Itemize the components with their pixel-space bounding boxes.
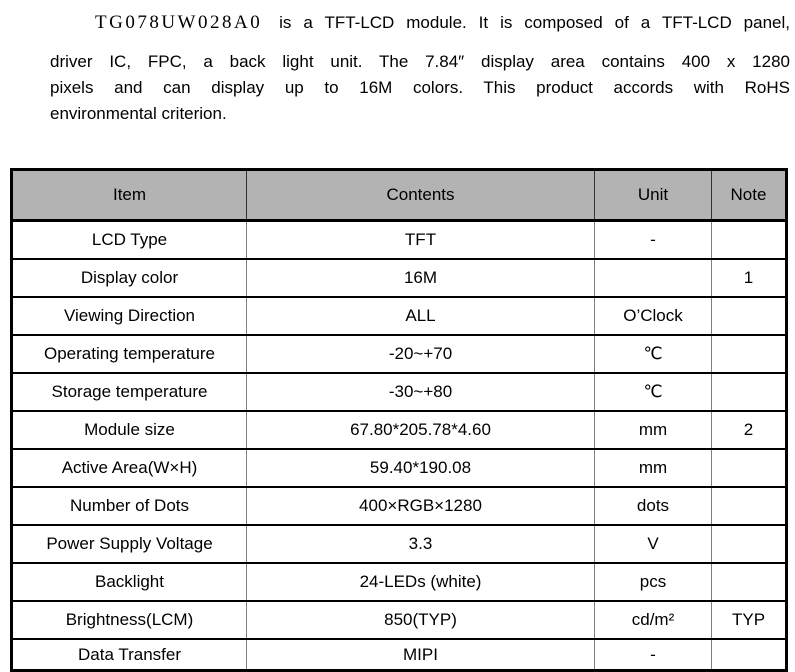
item-cell: Storage temperature [12, 373, 247, 411]
unit-cell: - [595, 221, 712, 260]
item-cell: LCD Type [12, 221, 247, 260]
item-cell: Operating temperature [12, 335, 247, 373]
item-cell: Viewing Direction [12, 297, 247, 335]
unit-cell: pcs [595, 563, 712, 601]
item-cell: Display color [12, 259, 247, 297]
note-cell [712, 563, 787, 601]
unit-cell [595, 259, 712, 297]
contents-cell: 16M [247, 259, 595, 297]
header-row [12, 170, 787, 221]
unit-cell: - [595, 639, 712, 671]
note-cell [712, 487, 787, 525]
spec-table-body [12, 221, 787, 671]
intro-line-1 [50, 10, 790, 36]
unit-cell: cd/m² [595, 601, 712, 639]
intro-line-4: environmental criterion. [50, 104, 227, 123]
note-cell [712, 449, 787, 487]
page [0, 10, 795, 664]
spec-table-header [12, 170, 787, 221]
unit-cell: mm [595, 411, 712, 449]
intro-line-3: pixels and can display up to 16M colors. This product accords with RoHS [50, 78, 790, 97]
note-cell [712, 525, 787, 563]
note-cell [712, 373, 787, 411]
table-row [12, 563, 787, 601]
intro-paragraph [50, 10, 790, 127]
note-cell [712, 639, 787, 671]
table-row [12, 411, 787, 449]
note-cell: TYP [712, 601, 787, 639]
item-cell: Data Transfer [12, 639, 247, 671]
table-row [12, 525, 787, 563]
contents-cell: 59.40*190.08 [247, 449, 595, 487]
table-row [12, 297, 787, 335]
unit-cell: O’Clock [595, 297, 712, 335]
contents-cell: 24-LEDs (white) [247, 563, 595, 601]
table-row [12, 335, 787, 373]
item-cell: Number of Dots [12, 487, 247, 525]
item-cell: Backlight [12, 563, 247, 601]
contents-cell: ALL [247, 297, 595, 335]
item-cell: Power Supply Voltage [12, 525, 247, 563]
note-cell: 2 [712, 411, 787, 449]
contents-cell: 67.80*205.78*4.60 [247, 411, 595, 449]
item-cell: Active Area(W×H) [12, 449, 247, 487]
intro-line-2: driver IC, FPC, a back light unit. The 7.84″ display area contains 400 x 1280 [50, 52, 790, 71]
contents-cell: 3.3 [247, 525, 595, 563]
spec-table [10, 168, 788, 672]
contents-cell: -30~+80 [247, 373, 595, 411]
item-cell: Brightness(LCM) [12, 601, 247, 639]
unit-cell: dots [595, 487, 712, 525]
contents-cell: -20~+70 [247, 335, 595, 373]
table-row [12, 259, 787, 297]
table-row [12, 373, 787, 411]
header-cell-unit: Unit [595, 170, 712, 221]
contents-cell: MIPI [247, 639, 595, 671]
table-row [12, 487, 787, 525]
note-cell: 1 [712, 259, 787, 297]
contents-cell: 850(TYP) [247, 601, 595, 639]
note-cell [712, 335, 787, 373]
model-number: TG078UW028A0 [95, 12, 263, 33]
contents-cell: TFT [247, 221, 595, 260]
unit-cell: V [595, 525, 712, 563]
unit-cell: ℃ [595, 335, 712, 373]
table-row [12, 601, 787, 639]
header-cell-item: Item [12, 170, 247, 221]
header-cell-contents: Contents [247, 170, 595, 221]
note-cell [712, 297, 787, 335]
item-cell: Module size [12, 411, 247, 449]
header-cell-note: Note [712, 170, 787, 221]
table-row [12, 221, 787, 260]
unit-cell: ℃ [595, 373, 712, 411]
contents-cell: 400×RGB×1280 [247, 487, 595, 525]
table-row [12, 639, 787, 671]
unit-cell: mm [595, 449, 712, 487]
note-cell [712, 221, 787, 260]
table-row [12, 449, 787, 487]
intro-line-1-text: is a TFT-LCD module. It is composed of a TFT-LCD panel, [267, 13, 790, 32]
